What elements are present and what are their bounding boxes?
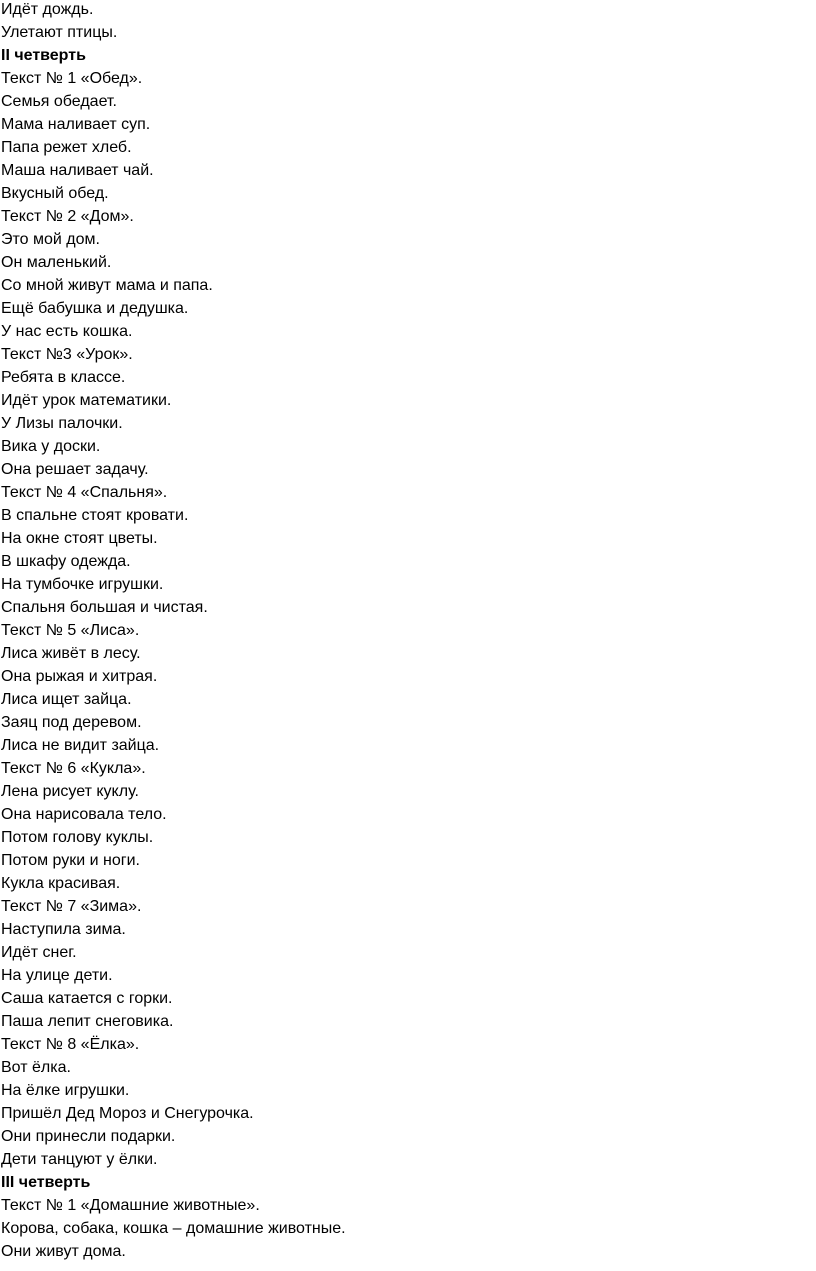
- text-line: Семья обедает.: [1, 93, 117, 110]
- text-line: Они живут дома.: [1, 1243, 126, 1260]
- text-line: Текст № 7 «Зима».: [1, 898, 142, 915]
- text-line: Она нарисовала тело.: [1, 806, 167, 823]
- text-line: На окне стоят цветы.: [1, 530, 158, 547]
- text-line: Текст № 6 «Кукла».: [1, 760, 146, 777]
- text-line: Спальня большая и чистая.: [1, 599, 208, 616]
- text-line: Пришёл Дед Мороз и Снегурочка.: [1, 1105, 254, 1122]
- text-line: Потом голову куклы.: [1, 829, 154, 846]
- text-line: Текст № 1 «Домашние животные».: [1, 1197, 260, 1214]
- text-line: На ёлке игрушки.: [1, 1082, 130, 1099]
- text-line: Папа режет хлеб.: [1, 139, 132, 156]
- text-line: Вика у доски.: [1, 438, 101, 455]
- text-line: Ребята в классе.: [1, 369, 126, 386]
- text-line: Мама наливает суп.: [1, 116, 151, 133]
- text-line: Улетают птицы.: [1, 24, 118, 41]
- text-line: Он маленький.: [1, 254, 112, 271]
- text-line: Дети танцуют у ёлки.: [1, 1151, 158, 1168]
- text-line: Текст № 1 «Обед».: [1, 70, 143, 87]
- section-heading: III четверть: [1, 1174, 91, 1191]
- text-line: На улице дети.: [1, 967, 113, 984]
- text-line: Лиса не видит зайца.: [1, 737, 160, 754]
- text-line: Кукла красивая.: [1, 875, 121, 892]
- text-line: Текст № 4 «Спальня».: [1, 484, 168, 501]
- text-line: Она решает задачу.: [1, 461, 149, 478]
- text-line: Лена рисует куклу.: [1, 783, 139, 800]
- text-line: Это мой дом.: [1, 231, 100, 248]
- text-line: Корова, собака, кошка – домашние животные.: [1, 1220, 346, 1237]
- text-line: В спальне стоят кровати.: [1, 507, 189, 524]
- text-line: Ещё бабушка и дедушка.: [1, 300, 189, 317]
- text-line: Текст № 5 «Лиса».: [1, 622, 140, 639]
- text-line: Идёт дождь.: [1, 1, 94, 18]
- text-line: У нас есть кошка.: [1, 323, 133, 340]
- text-line: Текст № 2 «Дом».: [1, 208, 134, 225]
- text-line: Текст № 8 «Ёлка».: [1, 1036, 140, 1053]
- text-line: Со мной живут мама и папа.: [1, 277, 213, 294]
- text-line: Она рыжая и хитрая.: [1, 668, 158, 685]
- text-line: На тумбочке игрушки.: [1, 576, 164, 593]
- text-line: Идёт урок математики.: [1, 392, 172, 409]
- text-line: Идёт снег.: [1, 944, 77, 961]
- text-line: Лиса ищет зайца.: [1, 691, 132, 708]
- text-line: Потом руки и ноги.: [1, 852, 140, 869]
- text-line: Вот ёлка.: [1, 1059, 71, 1076]
- document-text: [1, 0, 346, 1263]
- text-line: У Лизы палочки.: [1, 415, 123, 432]
- text-line: Лиса живёт в лесу.: [1, 645, 141, 662]
- text-line: Маша наливает чай.: [1, 162, 154, 179]
- text-line: В шкафу одежда.: [1, 553, 131, 570]
- text-line: Паша лепит снеговика.: [1, 1013, 174, 1030]
- section-heading: II четверть: [1, 47, 86, 64]
- text-line: Саша катается с горки.: [1, 990, 173, 1007]
- text-line: Наступила зима.: [1, 921, 126, 938]
- text-line: Текст №3 «Урок».: [1, 346, 133, 363]
- text-line: Они принесли подарки.: [1, 1128, 176, 1145]
- text-line: Заяц под деревом.: [1, 714, 142, 731]
- text-line: Вкусный обед.: [1, 185, 109, 202]
